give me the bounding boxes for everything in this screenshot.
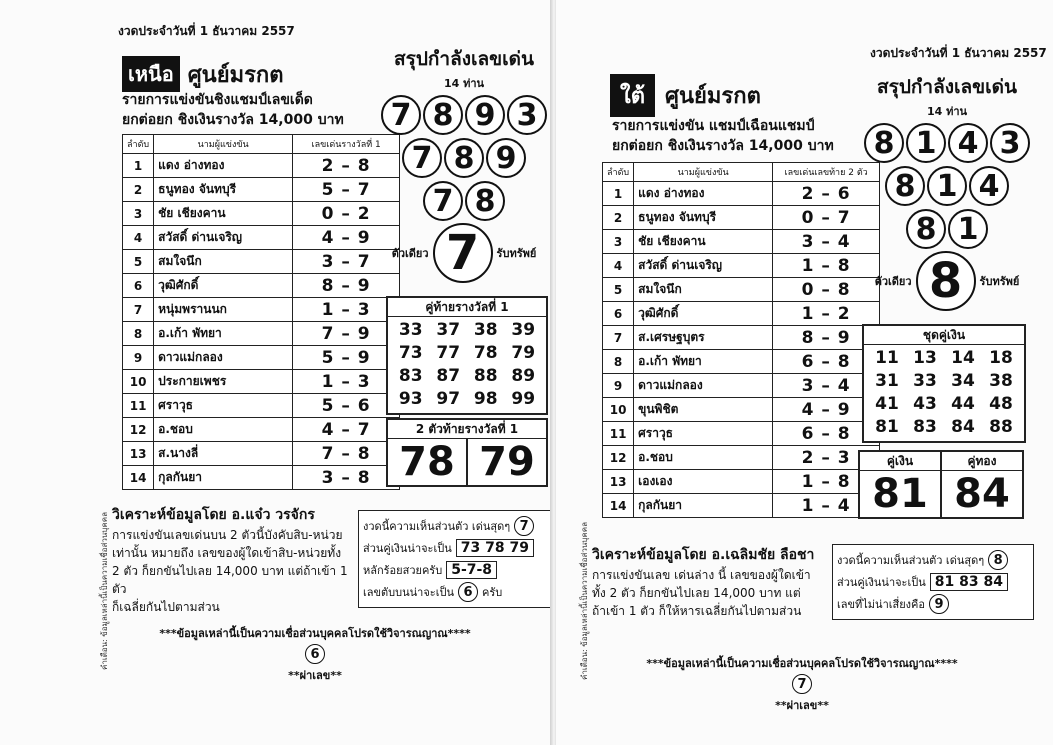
digit-circle: 7 [423, 181, 463, 221]
row-number: 12 [123, 418, 154, 442]
grid-number: 83 [913, 417, 937, 437]
right-header [610, 74, 761, 117]
row-number: 7 [603, 326, 634, 350]
table-row [603, 254, 880, 278]
single-digit-circle: 8 [916, 251, 976, 311]
competitor-name: ชัย เชียงคาน [154, 202, 293, 226]
digit-row [378, 138, 550, 178]
info-text: งวดนี้ความเห็นส่วนตัว เด่นสุดๆ [837, 554, 985, 567]
row-number: 9 [603, 374, 634, 398]
digit-circle: 1 [948, 209, 988, 249]
digit-circle: 1 [927, 166, 967, 206]
row-number: 11 [603, 422, 634, 446]
analysis-title: วิเคราะห์ข้อมูลโดย อ.เฉลิมชัย ลือชา [592, 547, 815, 563]
competitor-name: ดาวแม่กลอง [634, 374, 773, 398]
competitor-name: อ.เก้า พัทยา [154, 322, 293, 346]
digit-circle: 8 [444, 138, 484, 178]
grid-number: 38 [989, 371, 1013, 391]
row-number: 2 [123, 178, 154, 202]
info-text: ครับ [481, 586, 503, 599]
competitor-numbers: 8 – 9 [773, 326, 880, 350]
row-number: 3 [123, 202, 154, 226]
competitor-name: วุฒิศักดิ์ [154, 274, 293, 298]
grid-number: 39 [511, 320, 536, 340]
competitor-numbers: 4 – 9 [293, 226, 400, 250]
row-number: 9 [123, 346, 154, 370]
competitor-numbers: 3 – 8 [293, 466, 400, 490]
right-competitor-table [602, 162, 880, 518]
single-digit-row [858, 251, 1036, 311]
grid-number: 88 [989, 417, 1013, 437]
analysis-title: วิเคราะห์ข้อมูลโดย อ.แจ๋ว วรจักร [112, 507, 315, 523]
row-number: 11 [123, 394, 154, 418]
digit-circle: 7 [381, 95, 421, 135]
table-row [603, 230, 880, 254]
competitor-numbers: 0 – 8 [773, 278, 880, 302]
grid-number: 97 [436, 389, 461, 409]
right-analysis [592, 544, 832, 620]
table-row [603, 422, 880, 446]
table-row [603, 278, 880, 302]
table-row [123, 202, 400, 226]
footer-sign: **ผ่าเลข** [288, 669, 342, 682]
grid-number: 98 [473, 389, 498, 409]
digit-row [858, 123, 1036, 163]
info-circle: 6 [458, 582, 478, 602]
right-region-tag: ใต้ [610, 74, 655, 117]
money-number-grid [864, 345, 1024, 441]
info-value: 5-7-8 [446, 561, 497, 579]
grid-number: 41 [875, 394, 899, 414]
table-header: นามผู้แข่งขัน [154, 135, 293, 154]
left-header [122, 56, 284, 92]
table-row [603, 494, 880, 518]
row-number: 14 [123, 466, 154, 490]
right-subtitle-line2: ยกต่อยก ชิงเงินรางวัล 14,000 บาท [612, 138, 834, 154]
table-row [123, 394, 400, 418]
grid-number: 79 [511, 343, 536, 363]
competitor-numbers: 8 – 9 [293, 274, 400, 298]
info-text: ส่วนคู่เงินน่าจะเป็น [363, 542, 452, 555]
competitor-numbers: 6 – 8 [773, 422, 880, 446]
digit-circle: 3 [990, 123, 1030, 163]
row-number: 1 [123, 154, 154, 178]
grid-number: 84 [951, 417, 975, 437]
single-label: ตัวเดียว [874, 275, 912, 288]
competitor-numbers: 2 – 6 [773, 182, 880, 206]
right-subtitle [612, 116, 834, 156]
competitor-numbers: 1 – 3 [293, 298, 400, 322]
competitor-numbers: 2 – 8 [293, 154, 400, 178]
digit-circle: 8 [864, 123, 904, 163]
grid-number: 11 [875, 348, 899, 368]
table-row [603, 206, 880, 230]
digit-circle: 8 [906, 209, 946, 249]
right-center-title: ศูนย์มรกต [665, 84, 761, 109]
footer-text: ***ข้อมูลเหล่านี้เป็นความเชื่อส่วนบุคคลโปรดใช้วิจารณญาณ**** [159, 627, 471, 640]
info-text: ส่วนคู่เงินน่าจะเป็น [837, 576, 926, 589]
info-text: งวดนี้ความเห็นส่วนตัว เด่นสุดๆ [363, 520, 511, 533]
pair-label: คู่ทอง [942, 452, 1022, 471]
info-circle: 8 [988, 550, 1008, 570]
row-number: 13 [123, 442, 154, 466]
info-value: 81 83 84 [930, 573, 1008, 591]
competitor-numbers: 7 – 8 [293, 442, 400, 466]
table-header: นามผู้แข่งขัน [634, 163, 773, 182]
analysis-body [592, 566, 832, 620]
digit-row [858, 166, 1036, 206]
row-number: 4 [123, 226, 154, 250]
footer-sign: **ผ่าเลข** [775, 699, 829, 712]
analysis-line: ทั้ง 2 ตัว ก็ยกขันไปเลย 14,000 บาท แต่ [592, 586, 801, 600]
grid-number: 33 [398, 320, 423, 340]
row-number: 6 [123, 274, 154, 298]
row-number: 2 [603, 206, 634, 230]
summary-title: สรุปกำลังเลขเด่น [394, 48, 534, 70]
competitor-name: อ.ชอบ [154, 418, 293, 442]
grid-number: 88 [473, 366, 498, 386]
left-date: งวดประจำวันที่ 1 ธันวาคม 2557 [118, 24, 295, 38]
table-row [603, 350, 880, 374]
pair-number-grid [388, 317, 546, 413]
grid-number: 33 [913, 371, 937, 391]
table-row [123, 154, 400, 178]
right-info-box [832, 544, 1034, 620]
competitor-name: แดง อ่างทอง [634, 182, 773, 206]
grid-number: 89 [511, 366, 536, 386]
digit-circle: 8 [885, 166, 925, 206]
receive-label: รับทรัพย์ [496, 247, 537, 260]
digit-circle: 3 [507, 95, 547, 135]
competitor-name: วุฒิศักดิ์ [634, 302, 773, 326]
right-footer [612, 654, 992, 714]
table-row [123, 370, 400, 394]
digit-circle: 8 [465, 181, 505, 221]
competitor-numbers: 1 – 8 [773, 254, 880, 278]
info-text: เลขตับบนน่าจะเป็น [363, 586, 454, 599]
table-row [603, 374, 880, 398]
left-center-title: ศูนย์มรกต [187, 62, 284, 88]
row-number: 1 [603, 182, 634, 206]
grid-number: 83 [398, 366, 423, 386]
table-row [123, 298, 400, 322]
right-pair-box [858, 450, 1024, 519]
competitor-name: ธนูทอง จันทบุรี [634, 206, 773, 230]
single-digit-circle: 7 [433, 223, 493, 283]
grid-number: 44 [951, 394, 975, 414]
competitor-name: ประกายเพชร [154, 370, 293, 394]
info-text: หลักร้อยสวยครับ [363, 564, 443, 577]
digit-circle: 8 [423, 95, 463, 135]
digit-pyramid [858, 123, 1036, 249]
digit-circle: 4 [948, 123, 988, 163]
analysis-line: เท่านั้น หมายถึง เลขของผู้ใดเข้าสิบ-หน่วยทั้ง [112, 546, 342, 560]
table-row [123, 466, 400, 490]
grid-number: 38 [473, 320, 498, 340]
grid-number: 87 [436, 366, 461, 386]
row-number: 10 [603, 398, 634, 422]
table-row [123, 178, 400, 202]
competitor-name: กุลกันยา [634, 494, 773, 518]
competitor-name: อ.ชอบ [634, 446, 773, 470]
right-summary [858, 72, 1036, 311]
left-analysis [112, 504, 352, 616]
competitor-numbers: 5 – 7 [293, 178, 400, 202]
competitor-name: สมใจนึก [154, 250, 293, 274]
digit-circle: 9 [486, 138, 526, 178]
table-row [123, 418, 400, 442]
single-label: ตัวเดียว [391, 247, 429, 260]
competitor-numbers: 1 – 4 [773, 494, 880, 518]
competitor-name: กุลกันยา [154, 466, 293, 490]
row-number: 5 [603, 278, 634, 302]
competitor-name: ส.เศรษฐบุตร [634, 326, 773, 350]
competitor-numbers: 4 – 9 [773, 398, 880, 422]
table-row [603, 182, 880, 206]
competitor-name: แดง อ่างทอง [154, 154, 293, 178]
pair-value: 81 [872, 471, 928, 517]
left-info-box [358, 510, 552, 608]
table-header: เลขเด่นเลขท้าย 2 ตัว [773, 163, 880, 182]
table-row [123, 274, 400, 298]
grid-number: 78 [473, 343, 498, 363]
vertical-note: คำเตือน: ข้อมูลเหล่านี้เป็นความเชื่อส่วนบุคคล [100, 512, 109, 670]
competitor-name: สวัสดิ์ ด่านเจริญ [634, 254, 773, 278]
table-row [123, 346, 400, 370]
row-number: 3 [603, 230, 634, 254]
grid-number: 31 [875, 371, 899, 391]
left-subtitle [122, 90, 344, 130]
right-date: งวดประจำวันที่ 1 ธันวาคม 2557 [870, 46, 1047, 60]
info-circle: 7 [514, 516, 534, 536]
table-row [603, 398, 880, 422]
row-number: 4 [603, 254, 634, 278]
info-text: เลขที่ไม่น่าเสี่ยงคือ [837, 598, 926, 611]
competitor-name: เองเอง [634, 470, 773, 494]
table-row [123, 442, 400, 466]
analysis-line: ถ้าเข้า 1 ตัว ก็ให้หารเฉลี่ยกันไปตามส่วน [592, 604, 802, 618]
competitor-numbers: 1 – 3 [293, 370, 400, 394]
digit-circle: 7 [402, 138, 442, 178]
row-number: 10 [123, 370, 154, 394]
competitor-numbers: 3 – 4 [773, 230, 880, 254]
competitor-numbers: 3 – 7 [293, 250, 400, 274]
left-subtitle-line2: ยกต่อยก ชิงเงินรางวัล 14,000 บาท [122, 112, 344, 128]
row-number: 14 [603, 494, 634, 518]
left-last2-box [386, 418, 548, 487]
grid-number: 99 [511, 389, 536, 409]
summary-count: 14 ท่าน [443, 77, 485, 90]
grid-number: 14 [951, 348, 975, 368]
last2-number: 78 [388, 439, 468, 485]
competitor-numbers: 6 – 8 [773, 350, 880, 374]
pair-box-title: คู่ท้ายรางวัลที่ 1 [388, 298, 546, 317]
left-pair-box [386, 296, 548, 415]
row-number: 7 [123, 298, 154, 322]
table-header: ลำดับ [123, 135, 154, 154]
analysis-line: การแข่งขันเลข เด่นล่าง นี้ เลขของผู้ใดเข้า [592, 568, 811, 582]
grid-number: 93 [398, 389, 423, 409]
footer-text: ***ข้อมูลเหล่านี้เป็นความเชื่อส่วนบุคคลโปรดใช้วิจารณญาณ**** [646, 657, 958, 670]
competitor-numbers: 0 – 2 [293, 202, 400, 226]
table-row [603, 326, 880, 350]
single-digit-row [378, 223, 550, 283]
summary-count: 14 ท่าน [926, 105, 968, 118]
footer-circle: 6 [305, 644, 325, 664]
table-row [123, 322, 400, 346]
right-money-box [862, 324, 1026, 443]
competitor-name: ศราวุธ [634, 422, 773, 446]
competitor-name: ขุนพิชิต [634, 398, 773, 422]
table-header: เลขเด่นรางวัลที่ 1 [293, 135, 400, 154]
digit-circle: 4 [969, 166, 1009, 206]
table-header: ลำดับ [603, 163, 634, 182]
last2-number: 79 [479, 439, 535, 485]
competitor-name: อ.เก้า พัทยา [634, 350, 773, 374]
analysis-body [112, 526, 352, 616]
row-number: 8 [603, 350, 634, 374]
competitor-name: ดาวแม่กลอง [154, 346, 293, 370]
table-row [603, 446, 880, 470]
row-number: 6 [603, 302, 634, 326]
competitor-name: ศราวุธ [154, 394, 293, 418]
competitor-numbers: 1 – 8 [773, 470, 880, 494]
info-value: 73 78 79 [456, 539, 534, 557]
footer-circle: 7 [792, 674, 812, 694]
digit-circle: 9 [465, 95, 505, 135]
row-number: 13 [603, 470, 634, 494]
grid-number: 81 [875, 417, 899, 437]
left-subtitle-line1: รายการแข่งขันชิงแชมป์เลขเด็ด [122, 92, 313, 108]
row-number: 12 [603, 446, 634, 470]
left-competitor-table [122, 134, 400, 490]
summary-title: สรุปกำลังเลขเด่น [877, 76, 1017, 98]
grid-number: 73 [398, 343, 423, 363]
digit-pyramid [378, 95, 550, 221]
analysis-line: การแข่งขันเลขเด่นบน 2 ตัวนี้บังคับสิบ-หน่วย [112, 528, 343, 542]
right-page [556, 0, 1053, 745]
table-row [603, 470, 880, 494]
row-number: 5 [123, 250, 154, 274]
money-box-title: ชุดคู่เงิน [864, 326, 1024, 345]
competitor-name: หนุ่มพรานนก [154, 298, 293, 322]
analysis-line: 2 ตัว ก็ยกขันไปเลย 14,000 บาท แต่ถ้าเข้า 1 ตัว [112, 564, 348, 596]
pair-label: คู่เงิน [860, 452, 940, 471]
competitor-name: สมใจนึก [634, 278, 773, 302]
competitor-numbers: 5 – 9 [293, 346, 400, 370]
table-row [603, 302, 880, 326]
competitor-name: ส.นางลี่ [154, 442, 293, 466]
grid-number: 48 [989, 394, 1013, 414]
receive-label: รับทรัพย์ [979, 275, 1020, 288]
table-row [123, 226, 400, 250]
digit-row [858, 209, 1036, 249]
grid-number: 77 [436, 343, 461, 363]
grid-number: 34 [951, 371, 975, 391]
competitor-name: สวัสดิ์ ด่านเจริญ [154, 226, 293, 250]
pair-value: 84 [954, 471, 1010, 517]
competitor-name: ธนูทอง จันทบุรี [154, 178, 293, 202]
vertical-note: คำเตือน: ข้อมูลเหล่านี้เป็นความเชื่อส่วนบุคคล [580, 522, 589, 680]
analysis-line: ก็เฉลี่ยกันไปตามส่วน [112, 600, 220, 614]
competitor-numbers: 3 – 4 [773, 374, 880, 398]
digit-circle: 1 [906, 123, 946, 163]
competitor-numbers: 7 – 9 [293, 322, 400, 346]
row-number: 8 [123, 322, 154, 346]
grid-number: 43 [913, 394, 937, 414]
grid-number: 13 [913, 348, 937, 368]
competitor-numbers: 2 – 3 [773, 446, 880, 470]
left-footer [130, 624, 500, 684]
competitor-name: ชัย เชียงคาน [634, 230, 773, 254]
left-region-tag: เหนือ [122, 56, 180, 92]
last2-box-title: 2 ตัวท้ายรางวัลที่ 1 [388, 420, 546, 439]
competitor-numbers: 5 – 6 [293, 394, 400, 418]
grid-number: 37 [436, 320, 461, 340]
competitor-numbers: 1 – 2 [773, 302, 880, 326]
right-subtitle-line1: รายการแข่งขัน แชมป์เฉือนแชมป์ [612, 118, 815, 134]
left-summary [378, 44, 550, 283]
info-circle: 9 [929, 594, 949, 614]
competitor-numbers: 4 – 7 [293, 418, 400, 442]
grid-number: 18 [989, 348, 1013, 368]
table-row [123, 250, 400, 274]
competitor-numbers: 0 – 7 [773, 206, 880, 230]
digit-row [378, 181, 550, 221]
digit-row [378, 95, 550, 135]
